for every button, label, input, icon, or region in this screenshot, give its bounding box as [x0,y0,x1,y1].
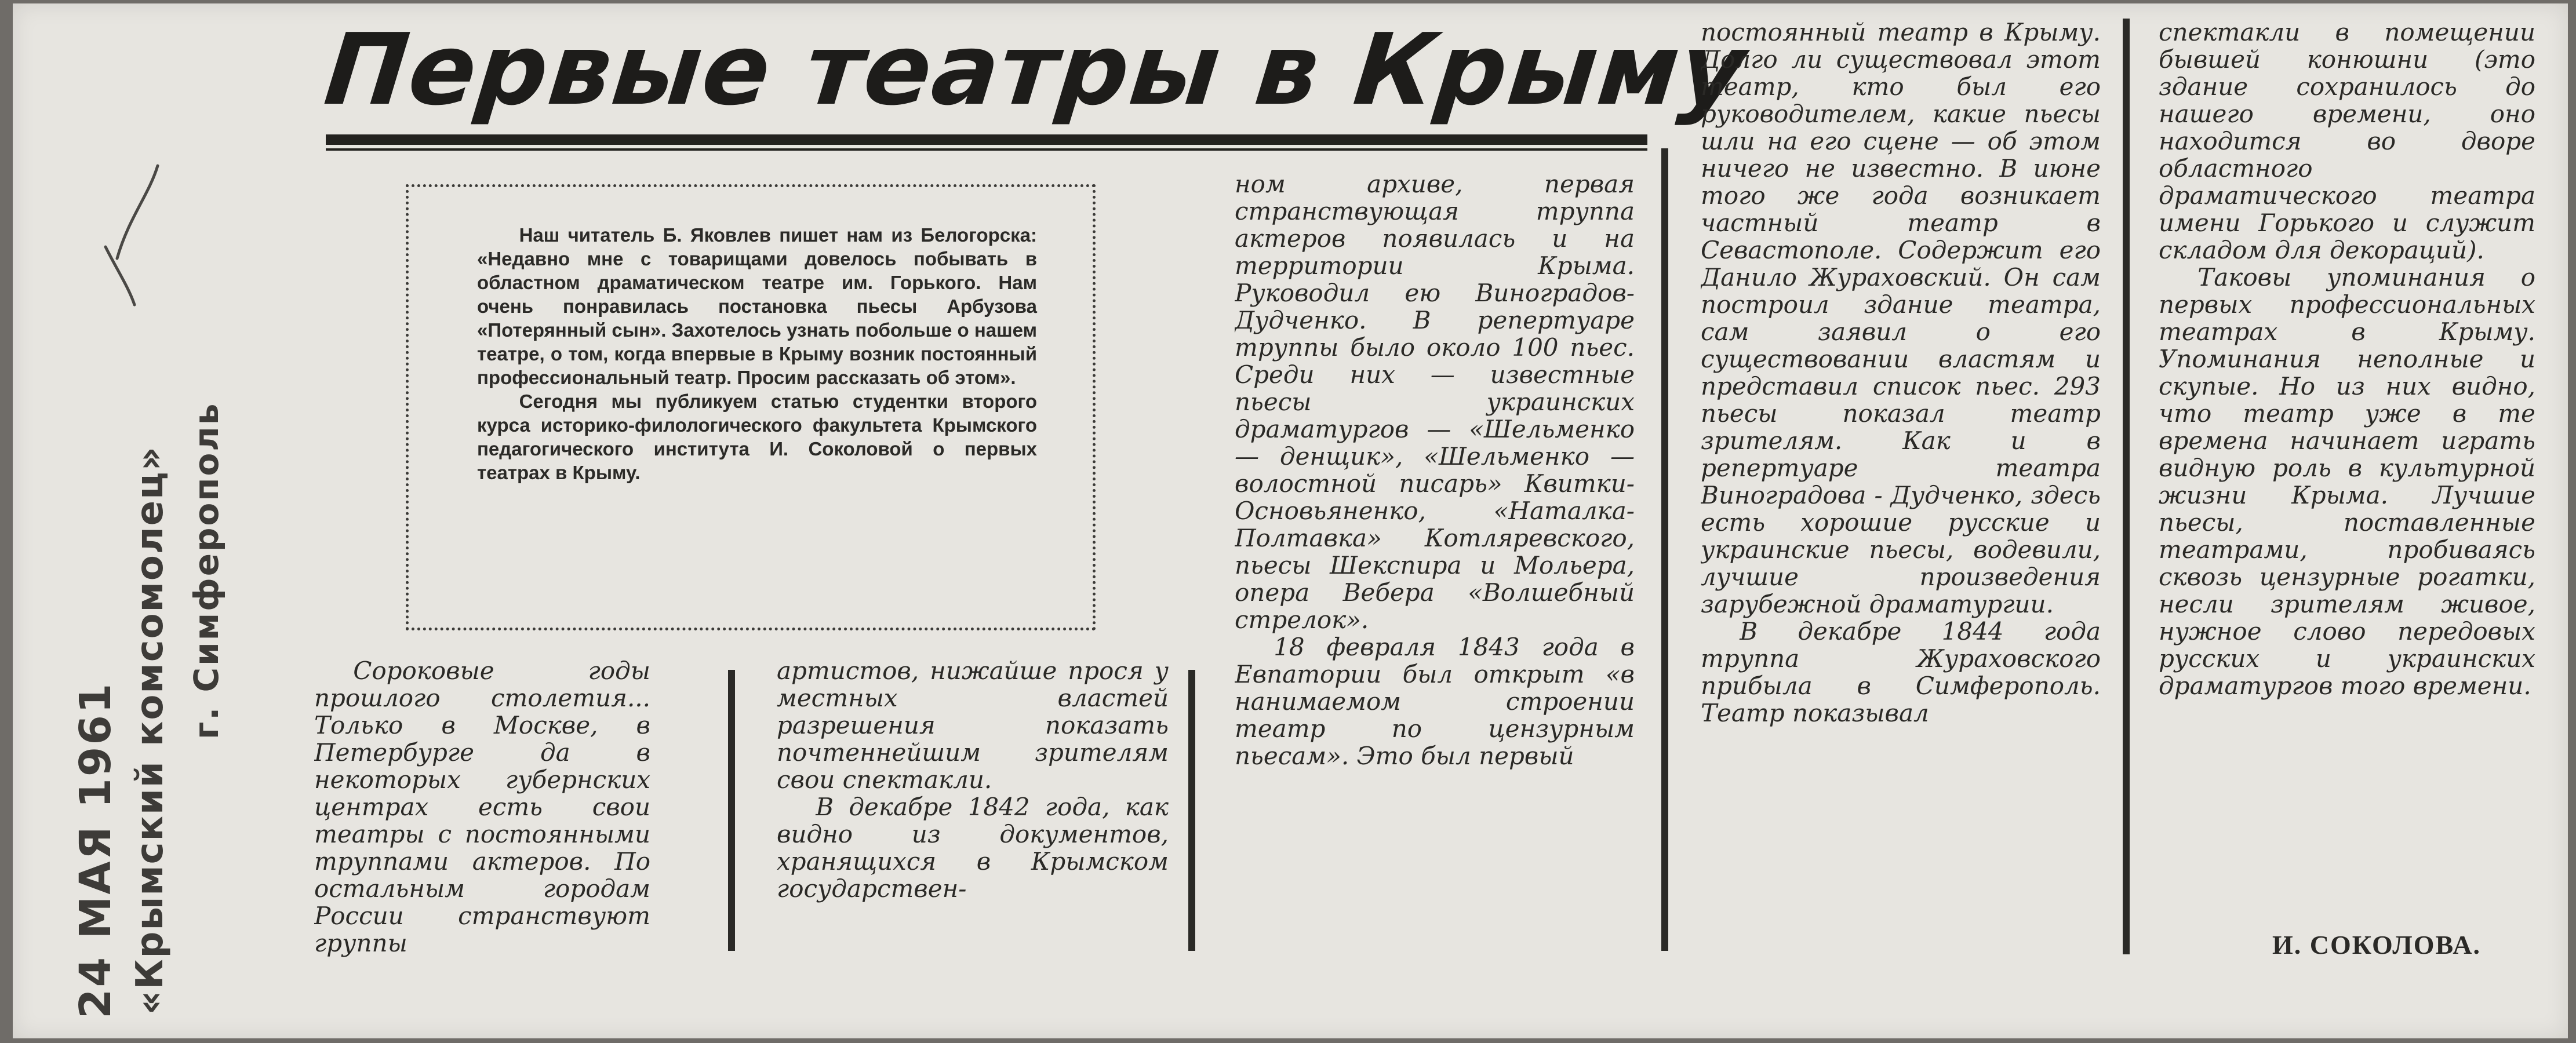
headline-rule-thin [326,148,1647,151]
intro-paragraph: Сегодня мы публикуем статью студентки второго курса историко-филологического факультета Крымского педагогического института И. Соколовой о первых театрах в Крыму. [477,391,1037,483]
intro-paragraph: Наш читатель Б. Яковлев пишет нам из Белогорска: «Недавно мне с товарищами довелось побывать в областном драматическом театре им. Горького. Нам очень понравилась постановка пьесы Арбузова «Потерянный сын». Захотелось узнать побольше о нашем театре, о том, когда впервые в Крыму возник постоянный профессиональный театр. Просим рассказать об этом». [477,224,1037,388]
stamp-date: 24 МАЯ 1961 [71,681,121,1019]
headline-rule [326,134,1647,145]
column-divider [1188,670,1195,951]
paragraph: спектакли в помещении бывшей конюшни (это здание сохранилось до нашего времени, оно находится во дворе областного драматического театра имени Горького и служит складом для декораций). [2159,19,2535,264]
column-divider [2123,19,2130,954]
author-signature: И. СОКОЛОВА. [2272,930,2481,960]
stamp-city: г. Симферополь [187,402,226,739]
paragraph: артистов, нижайше прося у местных властей разрешения показать почтеннейшим зрителям свои спектакли. [777,657,1169,794]
newspaper-clipping [13,3,2568,1038]
column-divider [1661,148,1668,951]
paragraph: Сороковые годы прошлого столетия... Только в Москве, в Петербурге да в некоторых губернских центрах есть свои театры с постоянными труппами актеров. По остальным городам России странствуют группы [314,657,650,957]
column-1 [314,657,650,958]
paragraph: В декабре 1844 года труппа Жураховского прибыла в Симферополь. Театр показывал [1701,617,2101,727]
stamp-newspaper: «Крымский комсомолец» [129,446,172,1015]
paragraph: постоянный театр в Крыму. Долго ли существовал этот театр, кто был его руководителем, какие пьесы шли на его сцене — об этом ничего не известно. В июне того же года возникает частный театр в Севастополе. Содержит его Данило Жураховский. Он сам построил здание театра, сам заявил о его существовании властям и представил список пьес. 293 пьесы показал театр зрителям. Как и в репертуаре театра Виноградова - Дудченко, здесь есть хорошие русские и украинские пьесы, водевили, лучшие произведения зарубежной драматургии. [1701,19,2101,618]
paragraph: ном архиве, первая странствующая труппа актеров появилась и на территории Крыма. Руководил ею Виноградов-Дудченко. В репертуаре труппы было около 100 пьес. Среди них — известные пьесы украинских драматургов — «Шельменко — денщик», «Шельменко — волостной писарь» Квитки-Основьяненко, «Наталка-Полтавка» Котляревского, пьесы Шекспира и Мольера, опера Вебера «Волшебный стрелок». [1235,170,1635,634]
paragraph: 18 февраля 1843 года в Евпатории был открыт «в нанимаемом строении театр по цензурным пьесам». Это был первый [1235,633,1635,770]
column-divider [728,670,735,951]
pencil-mark [94,154,169,328]
column-3 [1235,170,1635,958]
column-4 [1701,19,2101,958]
editorial-intro-box [406,184,1096,630]
paragraph: Таковы упоминания о первых профессиональных театрах в Крыму. Упоминания неполные и скупые. Но из них видно, что театр уже в те времена начинает играть видную роль в культурной жизни Крыма. Лучшие пьесы, поставленные театрами, пробиваясь сквозь цензурные рогатки, несли зрителям живое, нужное слово передовых русских и украинских драматургов того времени. [2159,263,2535,700]
article-headline: Первые театры в Крыму [319,13,1752,127]
column-5 [2159,19,2535,911]
paragraph: В декабре 1842 года, как видно из документов, хранящихся в Крымском государствен- [777,793,1169,903]
column-2 [777,657,1169,958]
